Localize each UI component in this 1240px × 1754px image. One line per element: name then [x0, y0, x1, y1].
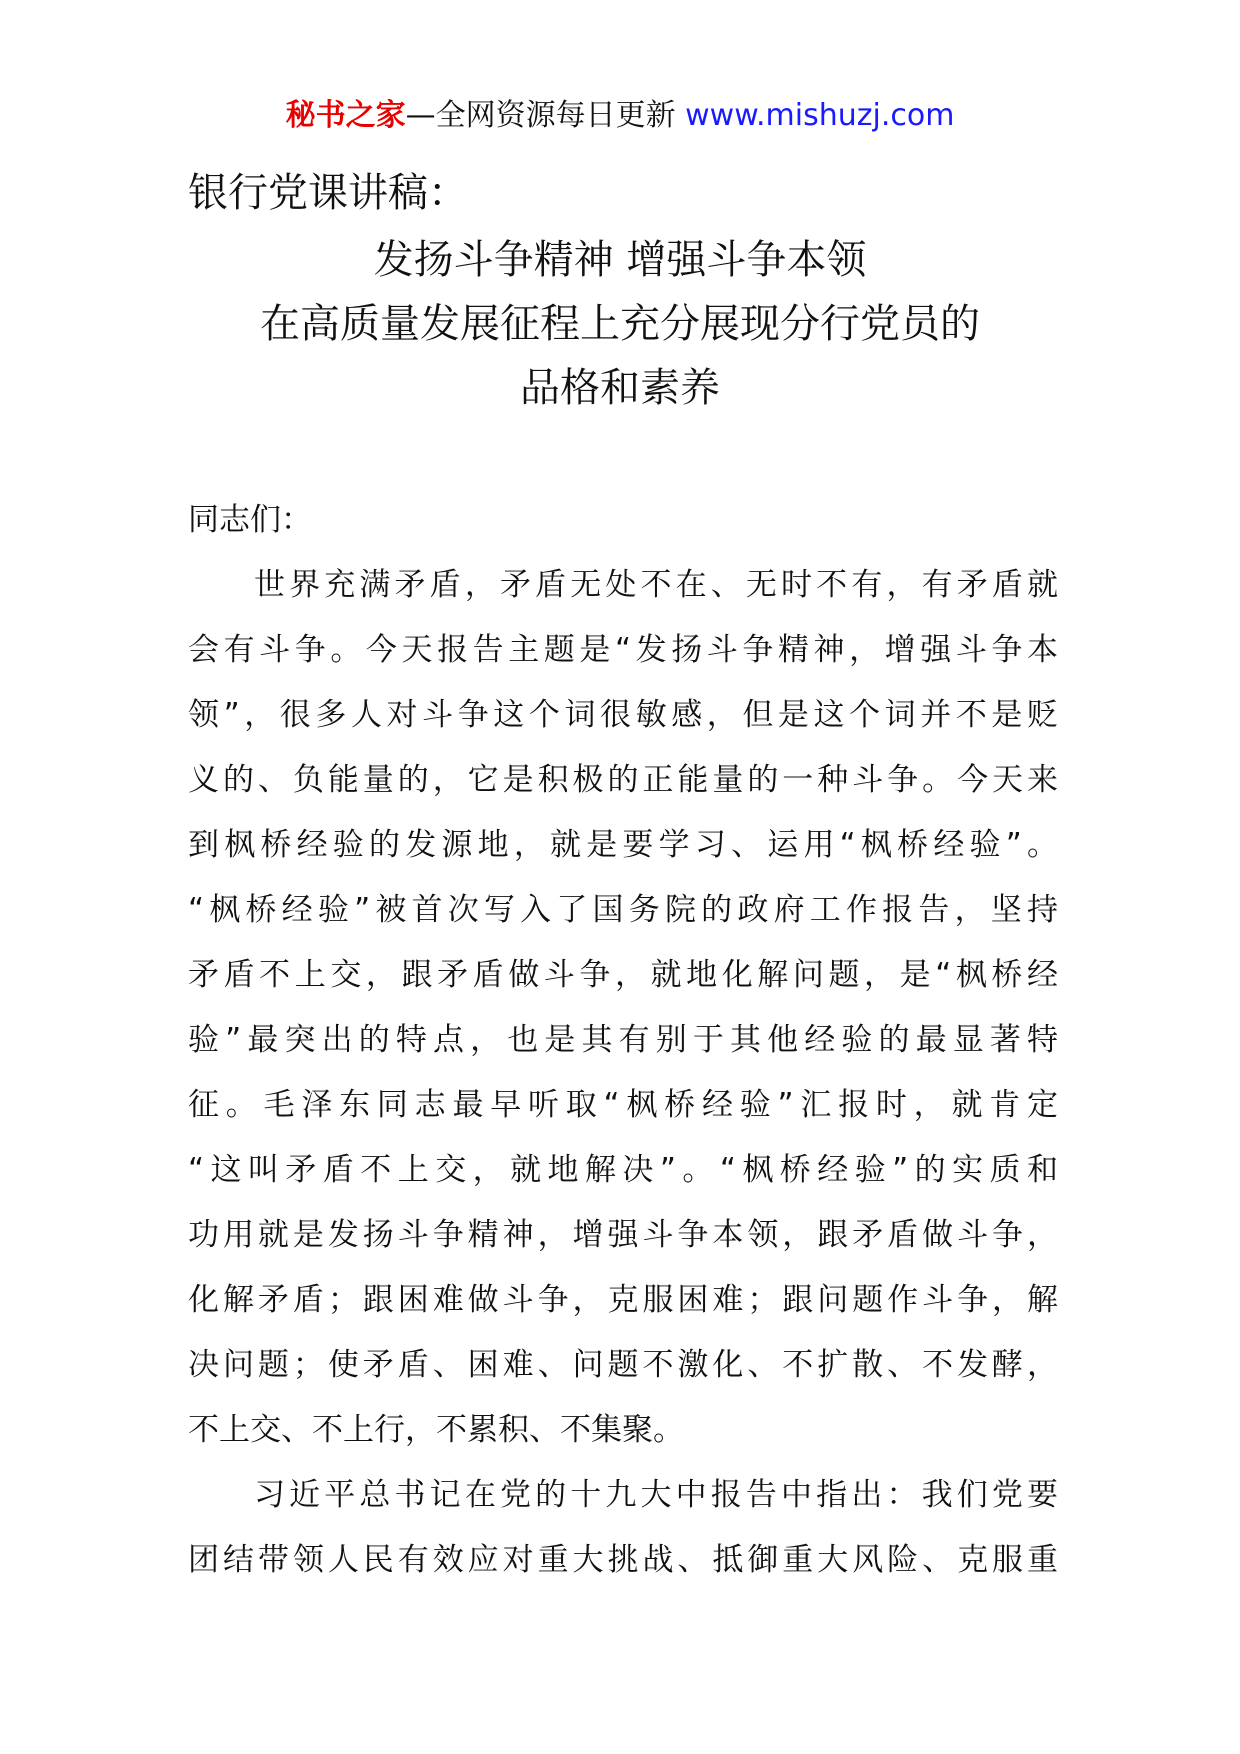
- paragraph-line: 化解矛盾；跟困难做斗争，克服困难；跟问题作斗争，解: [188, 1282, 1058, 1318]
- salutation: 同志们：: [188, 502, 312, 538]
- paragraph-line: 不上交、不上行，不累积、不集聚。: [188, 1412, 684, 1448]
- site-tagline: —全网资源每日更新: [405, 98, 676, 133]
- site-url-link[interactable]: www.mishuzj.com: [685, 98, 955, 133]
- site-header: [0, 96, 1240, 136]
- title-line: 发扬斗争精神 增强斗争本领: [373, 237, 867, 283]
- paragraph-line: 习近平总书记在党的十九大中报告中指出：我们党要: [254, 1477, 1058, 1513]
- paragraph-line: 义的、负能量的，它是积极的正能量的一种斗争。今天来: [188, 762, 1058, 798]
- paragraph-line: 到枫桥经验的发源地，就是要学习、运用“枫桥经验”。: [188, 827, 1058, 863]
- paragraph-1: [188, 553, 1058, 1463]
- paragraph-line: 世界充满矛盾，矛盾无处不在、无时不有，有矛盾就: [254, 567, 1058, 603]
- paragraph-line: 决问题；使矛盾、困难、问题不激化、不扩散、不发酵，: [188, 1347, 1058, 1383]
- document-body: [188, 488, 1058, 1593]
- paragraph-line: 领”，很多人对斗争这个词很敏感，但是这个词并不是贬: [188, 697, 1058, 733]
- paragraph-line: 会有斗争。今天报告主题是“发扬斗争精神，增强斗争本: [188, 632, 1058, 668]
- paragraph-line: “枫桥经验”被首次写入了国务院的政府工作报告，坚持: [188, 892, 1058, 928]
- title-line: 品格和素养: [520, 365, 720, 411]
- paragraph-line: 团结带领人民有效应对重大挑战、抵御重大风险、克服重: [188, 1542, 1058, 1578]
- paragraph-line: 征。毛泽东同志最早听取“枫桥经验”汇报时，就肯定: [188, 1087, 1058, 1123]
- document-title: [180, 228, 1060, 420]
- document-label: 银行党课讲稿：: [188, 170, 468, 216]
- paragraph-line: 矛盾不上交，跟矛盾做斗争，就地化解问题，是“枫桥经: [188, 957, 1058, 993]
- paragraph-2: [188, 1463, 1058, 1593]
- paragraph-line: “这叫矛盾不上交，就地解决”。“枫桥经验”的实质和: [188, 1152, 1058, 1188]
- paragraph-line: 验”最突出的特点，也是其有别于其他经验的最显著特: [188, 1022, 1058, 1058]
- title-line: 在高质量发展征程上充分展现分行党员的: [260, 301, 980, 347]
- site-brand: 秘书之家: [285, 98, 406, 133]
- paragraph-line: 功用就是发扬斗争精神，增强斗争本领，跟矛盾做斗争，: [188, 1217, 1058, 1253]
